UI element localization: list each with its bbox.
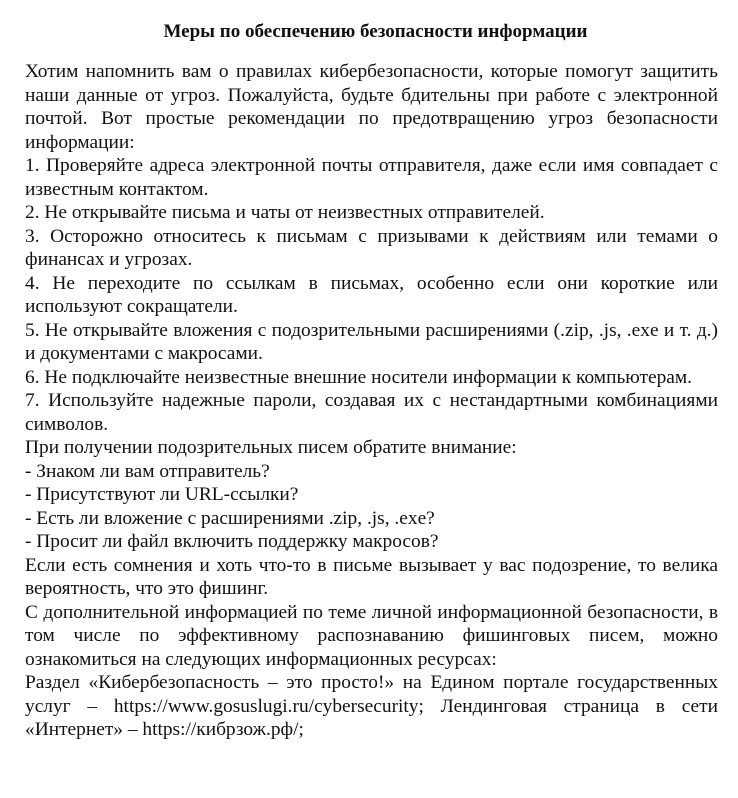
- document-body: [25, 60, 718, 742]
- checklist-item-3: - Есть ли вложение с расширениями .zip, .js, .exe?: [25, 507, 435, 529]
- rule-item-6: 6. Не подключайте неизвестные внешние носители информации к компьютерам.: [25, 366, 693, 388]
- checklist-intro: При получении подозрительных писем обратите внимание:: [25, 437, 517, 458]
- rule-item-3: 3. Осторожно относитесь к письмам с призывами к действиям или темами о финансах и угрозах.: [25, 225, 718, 270]
- rule-item-4: 4. Не переходите по ссылкам в письмах, особенно если они короткие или используют сокращатели.: [25, 272, 718, 317]
- rule-item-5: 5. Не открывайте вложения с подозрительными расширениями (.zip, .js, .exe и т. д.) и документами с макросами.: [25, 319, 718, 364]
- resources-paragraph: Раздел «Кибербезопасность – это просто!» на Едином портале государственных услуг – https://www.gosuslugi.ru/cybersecurity; Лендинговая страница в сети «Интернет» – https://кибрзож.рф/;: [25, 672, 718, 740]
- checklist-item-1: - Знаком ли вам отправитель?: [25, 460, 270, 482]
- resources-intro-paragraph: С дополнительной информацией по теме личной информационной безопасности, в том числе по эффективному распознаванию фишинговых писем, можно ознакомиться на следующих информационных ресурсах:: [25, 601, 718, 670]
- doubt-paragraph: Если есть сомнения и хоть что-то в письме вызывает у вас подозрение, то велика вероятность, что это фишинг.: [25, 554, 718, 599]
- document-title: Меры по обеспечению безопасности информации: [163, 21, 588, 42]
- intro-paragraph: Хотим напомнить вам о правилах кибербезопасности, которые помогут защитить наши данные от угроз. Пожалуйста, будьте бдительны при работе с электронной почтой. Вот простые рекомендации по предотвращению угроз безопасности информации:: [25, 61, 718, 153]
- rule-item-2: 2. Не открывайте письма и чаты от неизвестных отправителей.: [25, 202, 545, 223]
- checklist-item-4: - Просит ли файл включить поддержку макросов?: [25, 531, 439, 552]
- checklist-item-2: - Присутствуют ли URL-ссылки?: [25, 484, 299, 505]
- rule-item-7: 7. Используйте надежные пароли, создавая их с нестандартными комбинациями символов.: [25, 390, 718, 435]
- rule-item-1: 1. Проверяйте адреса электронной почты отправителя, даже если имя совпадает с известным контактом.: [25, 155, 718, 200]
